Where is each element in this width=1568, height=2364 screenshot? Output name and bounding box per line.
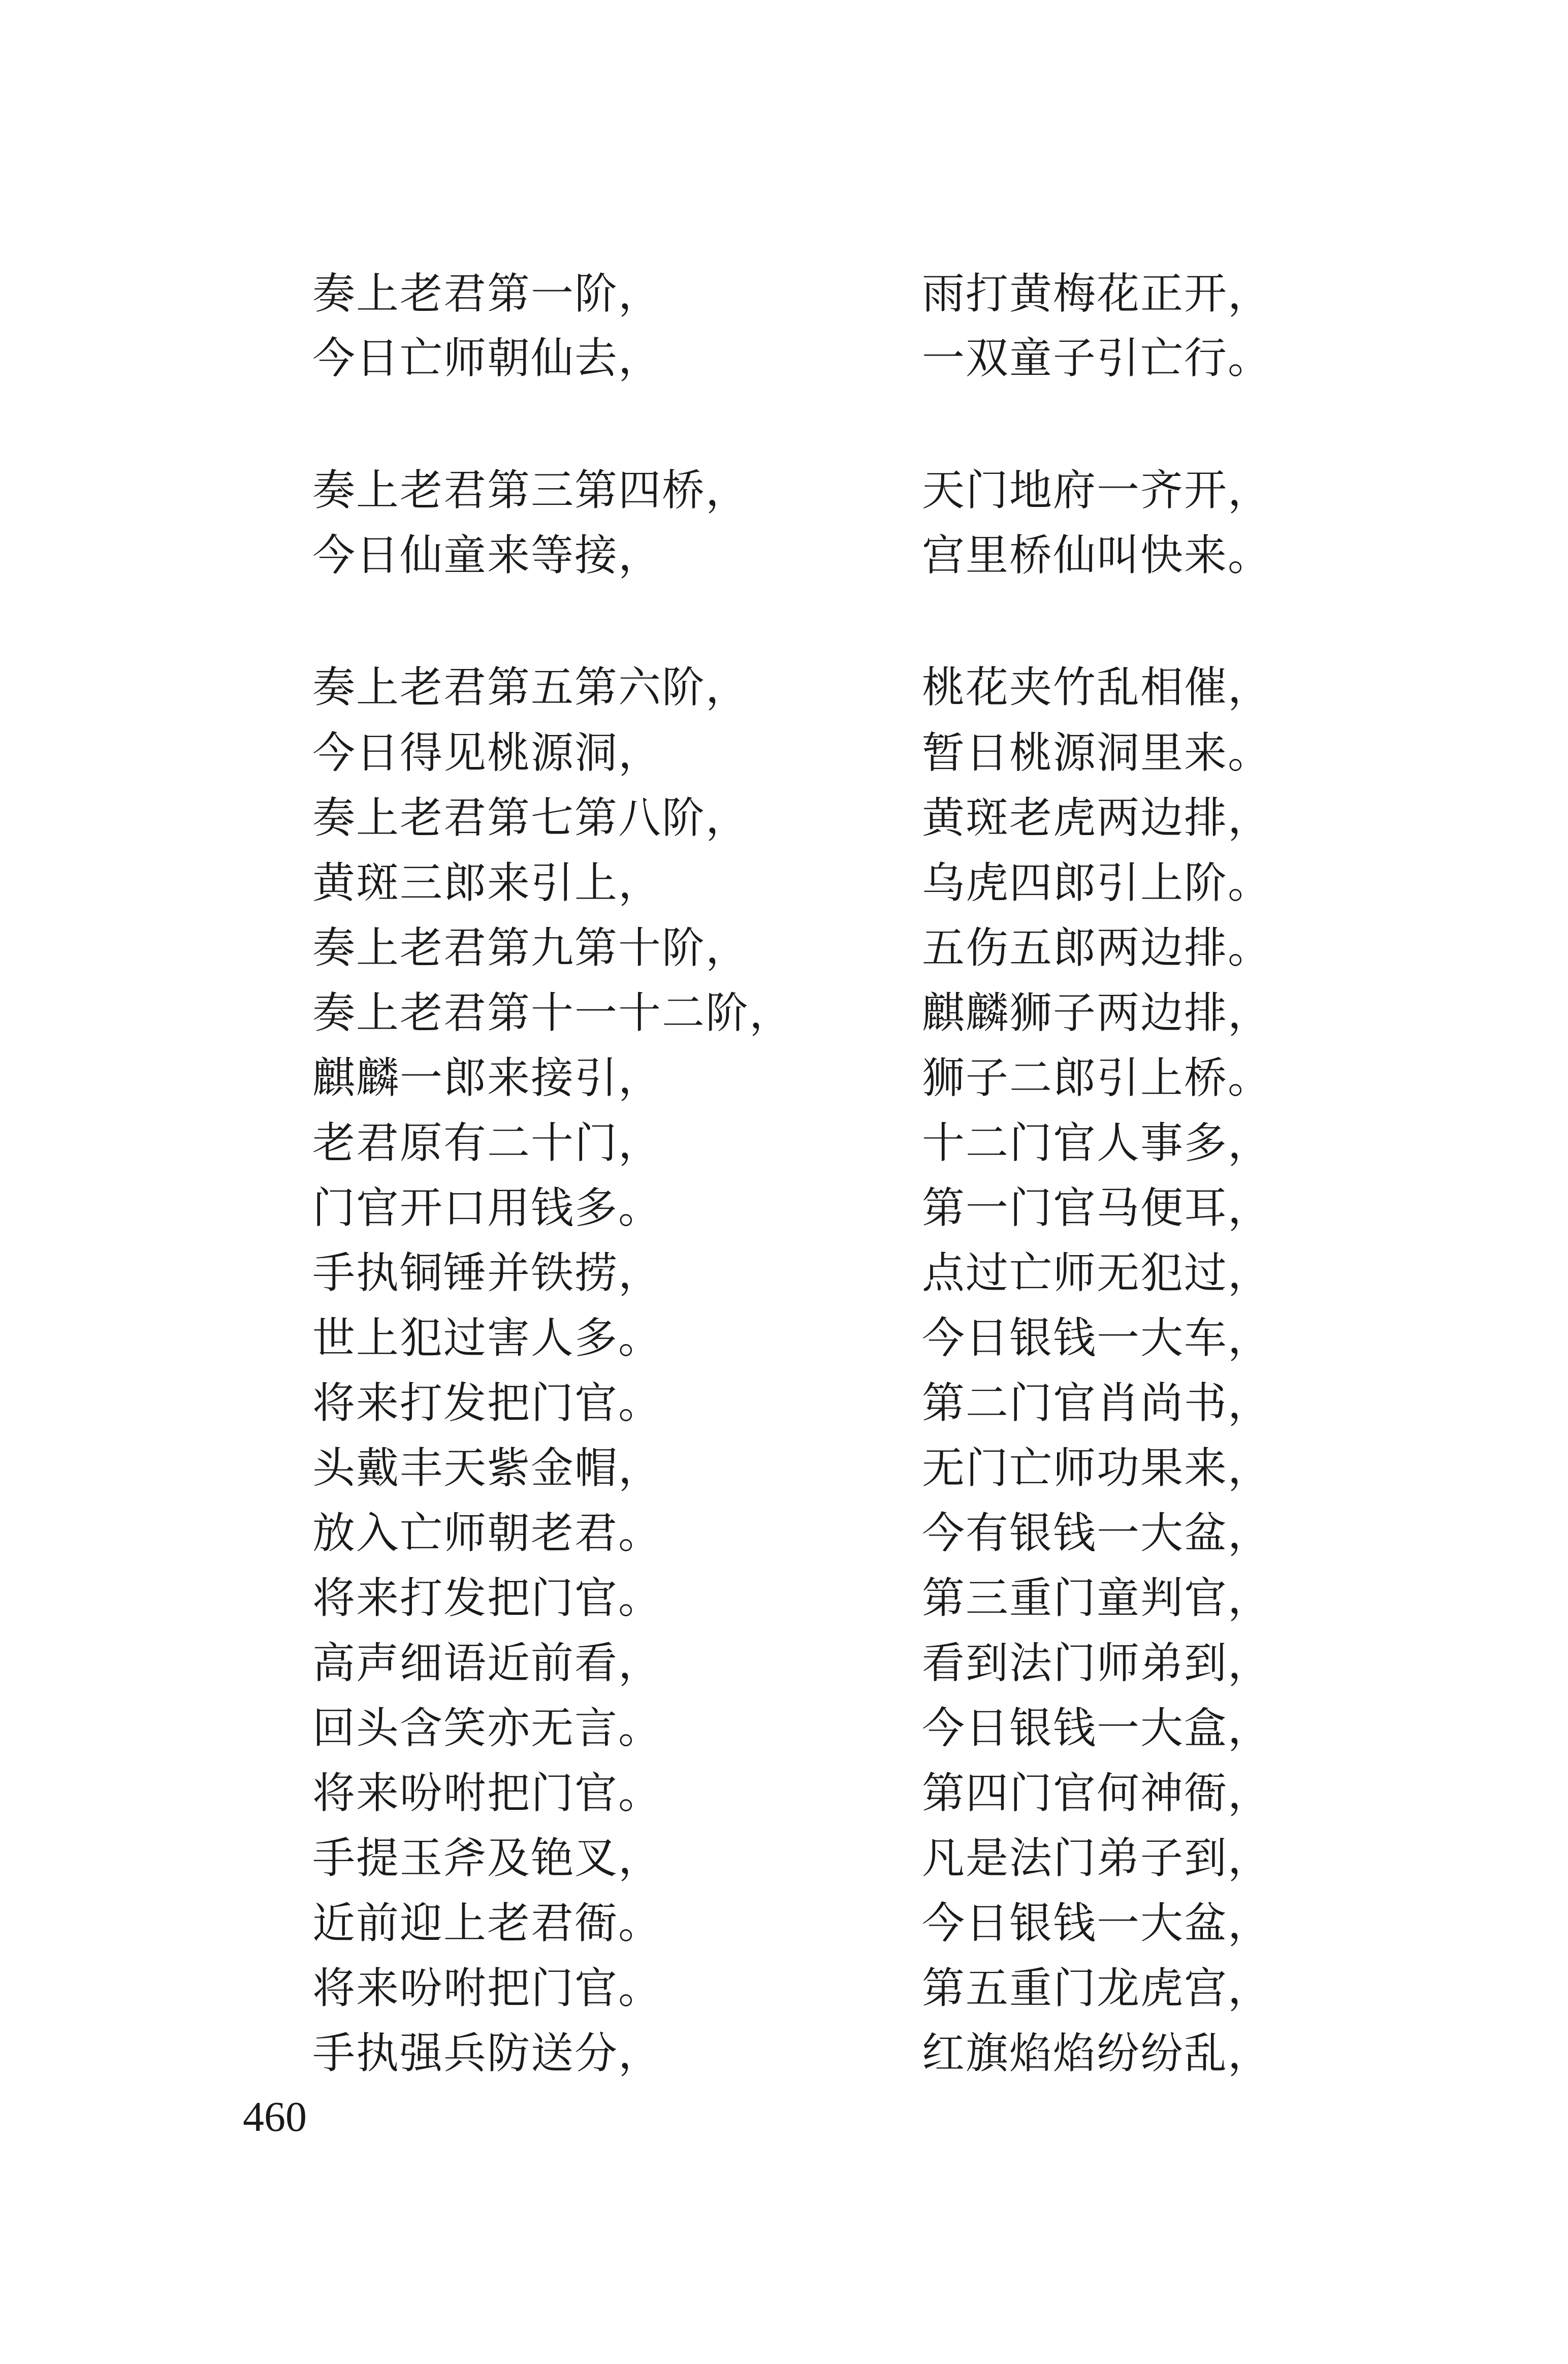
right-line-18: 今有银钱一大盆，: [922, 1508, 1272, 1558]
left-line-12: 老君原有二十门，: [312, 1118, 662, 1168]
left-line-18: 放入亡师朝老君。: [312, 1508, 662, 1558]
right-line-21: 今日银钱一大盒，: [922, 1703, 1272, 1753]
left-line-11: 麒麟一郎来接引，: [312, 1053, 662, 1103]
left-line-20: 高声细语近前看，: [312, 1638, 662, 1688]
right-line-10: 麒麟狮子两边排，: [922, 988, 1272, 1038]
left-line-3: 奏上老君第三第四桥，: [312, 465, 750, 515]
left-line-14: 手执铜锤并铁捞，: [312, 1248, 662, 1298]
right-line-24: 今日银钱一大盆，: [922, 1898, 1272, 1948]
right-line-22: 第四门官何神衙，: [922, 1768, 1272, 1818]
left-line-21: 回头含笑亦无言。: [312, 1703, 662, 1753]
right-line-6: 暂日桃源洞里来。: [922, 728, 1272, 778]
right-line-5: 桃花夹竹乱相催，: [922, 662, 1272, 712]
left-line-24: 近前迎上老君衙。: [312, 1898, 662, 1948]
page-number: 460: [243, 2093, 307, 2141]
right-line-3: 天门地府一齐开，: [922, 465, 1272, 515]
right-line-17: 无门亡师功果来，: [922, 1443, 1272, 1493]
right-line-7: 黄斑老虎两边排，: [922, 793, 1272, 843]
right-line-16: 第二门官肖尚书，: [922, 1378, 1272, 1428]
left-line-10: 奏上老君第十一十二阶，: [312, 988, 793, 1038]
right-line-12: 十二门官人事多，: [922, 1118, 1272, 1168]
right-line-8: 乌虎四郎引上阶。: [922, 858, 1272, 908]
right-line-14: 点过亡师无犯过，: [922, 1248, 1272, 1298]
left-line-9: 奏上老君第九第十阶，: [312, 923, 750, 973]
left-line-5: 奏上老君第五第六阶，: [312, 662, 750, 712]
left-line-13: 门官开口用钱多。: [312, 1183, 662, 1233]
left-line-26: 手执强兵防送分，: [312, 2028, 662, 2078]
right-line-2: 一双童子引亡行。: [922, 333, 1272, 383]
right-line-9: 五伤五郎两边排。: [922, 923, 1272, 973]
left-line-8: 黄斑三郎来引上，: [312, 858, 662, 908]
right-line-13: 第一门官马便耳，: [922, 1183, 1272, 1233]
left-line-7: 奏上老君第七第八阶，: [312, 793, 750, 843]
right-line-23: 凡是法门弟子到，: [922, 1833, 1272, 1883]
left-line-1: 奏上老君第一阶，: [312, 269, 662, 318]
left-line-15: 世上犯过害人多。: [312, 1313, 662, 1363]
right-line-19: 第三重门童判官，: [922, 1573, 1272, 1623]
right-line-4: 宫里桥仙叫快来。: [922, 530, 1272, 580]
left-line-22: 将来吩咐把门官。: [312, 1768, 662, 1818]
left-line-6: 今日得见桃源洞，: [312, 728, 662, 778]
right-line-15: 今日银钱一大车，: [922, 1313, 1272, 1363]
right-line-11: 狮子二郎引上桥。: [922, 1053, 1272, 1103]
right-line-26: 红旗焰焰纷纷乱，: [922, 2028, 1272, 2078]
left-line-4: 今日仙童来等接，: [312, 530, 662, 580]
left-line-23: 手提玉斧及铯叉，: [312, 1833, 662, 1883]
right-line-20: 看到法门师弟到，: [922, 1638, 1272, 1688]
right-line-25: 第五重门龙虎宫，: [922, 1963, 1272, 2013]
left-line-25: 将来吩咐把门官。: [312, 1963, 662, 2013]
left-line-2: 今日亡师朝仙去，: [312, 333, 662, 383]
right-line-1: 雨打黄梅花正开，: [922, 269, 1272, 318]
left-line-17: 头戴丰天紫金帽，: [312, 1443, 662, 1493]
left-line-16: 将来打发把门官。: [312, 1378, 662, 1428]
left-line-19: 将来打发把门官。: [312, 1573, 662, 1623]
